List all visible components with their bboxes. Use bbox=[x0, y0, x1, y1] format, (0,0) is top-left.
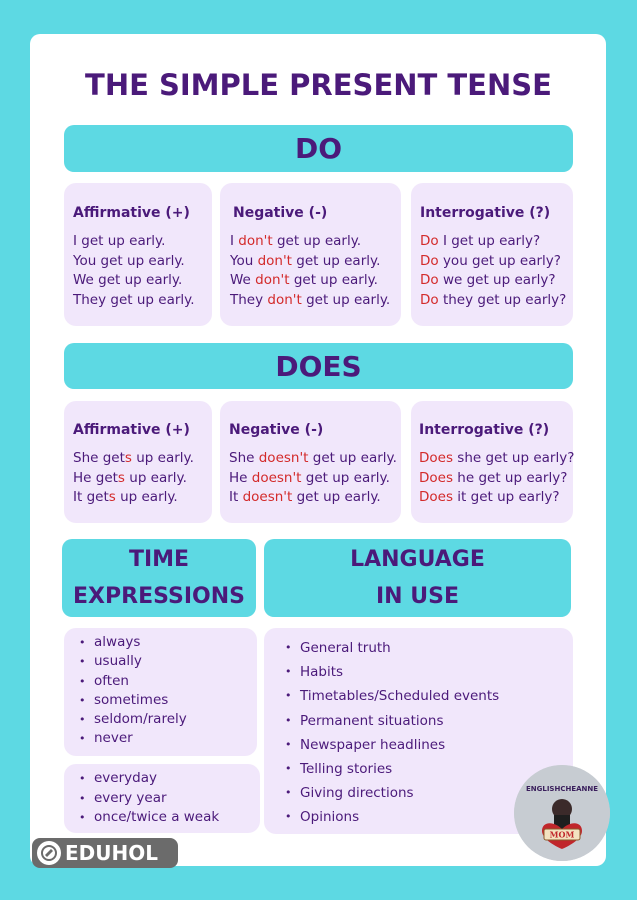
does-interrogative-head: Interrogative (?) bbox=[419, 422, 550, 438]
does-interrogative-box bbox=[411, 401, 573, 523]
list-item: • Opinions bbox=[282, 805, 573, 829]
do-negative-line bbox=[230, 291, 401, 311]
do-affirmative-head: Affirmative (+) bbox=[73, 205, 190, 221]
time-expressions-list-2 bbox=[76, 769, 260, 828]
line-text: get up early. bbox=[289, 272, 378, 288]
do-interrogative-line bbox=[420, 232, 573, 252]
list-item: • Timetables/Scheduled events bbox=[282, 684, 573, 708]
line-text: get up early. bbox=[272, 233, 362, 249]
eduhol-logo bbox=[32, 838, 178, 868]
do-negative-line bbox=[230, 271, 401, 291]
list-item: • usually bbox=[76, 652, 257, 671]
verb-highlight: s bbox=[124, 450, 132, 466]
time-expressions-box-2 bbox=[64, 764, 260, 833]
does-affirmative-line bbox=[73, 449, 212, 469]
eduhol-logo-text: EDUHOL bbox=[65, 841, 158, 865]
does-negative-box bbox=[220, 401, 401, 523]
list-item: • often bbox=[76, 672, 257, 691]
do-negative-line bbox=[230, 232, 401, 252]
seal-graphic bbox=[514, 765, 610, 861]
do-interrogative-head: Interrogative (?) bbox=[420, 205, 551, 221]
line-text: get up early. bbox=[291, 252, 381, 269]
does-affirmative-line bbox=[73, 469, 212, 489]
list-item: • Telling stories bbox=[282, 757, 573, 781]
line-text: up early. bbox=[131, 450, 194, 466]
does-interrogative-line bbox=[419, 488, 573, 508]
eduhol-logo-icon bbox=[37, 841, 61, 865]
language-in-use-line1: LANGUAGE bbox=[350, 547, 485, 572]
verb-highlight: Do bbox=[420, 272, 439, 288]
language-in-use-banner bbox=[264, 539, 571, 617]
do-interrogative-line bbox=[420, 271, 573, 291]
verb-highlight: Does bbox=[419, 489, 453, 505]
line-text: It bbox=[229, 489, 243, 505]
line-text: I bbox=[230, 233, 239, 249]
verb-highlight: s bbox=[117, 469, 125, 486]
verb-highlight: s bbox=[108, 489, 116, 505]
list-item: • every year bbox=[76, 789, 260, 809]
list-item: • never bbox=[76, 729, 257, 748]
line-text: get up early. bbox=[301, 469, 390, 486]
do-banner-label: DO bbox=[294, 132, 343, 165]
line-text: They bbox=[230, 291, 268, 308]
line-text: up early. bbox=[115, 489, 178, 505]
seal-top-text: ENGLISHCHEANNE bbox=[525, 785, 599, 793]
line-text: they get up early? bbox=[438, 291, 567, 308]
do-interrogative-line bbox=[420, 291, 573, 311]
line-text: I get up early? bbox=[438, 233, 541, 249]
list-item: • Giving directions bbox=[282, 781, 573, 805]
does-negative-head: Negative (-) bbox=[229, 422, 324, 438]
language-in-use-line2: IN USE bbox=[376, 584, 459, 609]
do-affirmative-line: They get up early. bbox=[73, 291, 195, 308]
does-affirmative-head: Affirmative (+) bbox=[73, 422, 190, 438]
verb-highlight: doesn't bbox=[242, 489, 293, 505]
line-text: get up early. bbox=[308, 450, 397, 466]
englishcheanne-mom-seal bbox=[514, 765, 610, 861]
do-negative-head: Negative (-) bbox=[233, 205, 328, 221]
page-title: THE SIMPLE PRESENT TENSE bbox=[85, 68, 552, 102]
does-banner-label: DOES bbox=[275, 349, 362, 383]
do-negative-line bbox=[230, 252, 401, 272]
line-text: He bbox=[229, 469, 252, 486]
verb-highlight: don't bbox=[255, 272, 290, 288]
does-negative-line bbox=[229, 469, 401, 489]
line-text: he get up early? bbox=[453, 469, 568, 486]
time-expressions-line2: EXPRESSIONS bbox=[73, 584, 245, 609]
does-interrogative-line bbox=[419, 449, 573, 469]
list-item: • Permanent situations bbox=[282, 709, 573, 733]
line-text: up early. bbox=[124, 469, 187, 486]
does-negative-line bbox=[229, 488, 401, 508]
time-expressions-banner bbox=[62, 539, 256, 617]
line-text: You bbox=[230, 252, 258, 269]
line-text: get up early. bbox=[292, 489, 381, 505]
line-text: He get bbox=[73, 469, 118, 486]
verb-highlight: don't bbox=[257, 252, 292, 269]
verb-highlight: doesn't bbox=[258, 450, 309, 466]
time-expressions-box-1 bbox=[64, 628, 257, 756]
line-text: She get bbox=[73, 450, 125, 466]
time-expressions-list-1 bbox=[76, 633, 257, 749]
verb-highlight: don't bbox=[267, 291, 302, 308]
line-text: get up early. bbox=[301, 291, 391, 308]
verb-highlight: doesn't bbox=[251, 469, 302, 486]
verb-highlight: Does bbox=[419, 469, 453, 486]
verb-highlight: Do bbox=[420, 291, 439, 308]
line-text: It get bbox=[73, 489, 109, 505]
time-expressions-line1: TIME bbox=[128, 547, 190, 572]
verb-highlight: Do bbox=[420, 233, 439, 249]
seal-mid-text: MOM bbox=[549, 829, 575, 840]
line-text: you get up early? bbox=[438, 252, 561, 269]
line-text: We bbox=[230, 272, 256, 288]
do-negative-box bbox=[220, 183, 401, 326]
list-item: • Newspaper headlines bbox=[282, 733, 573, 757]
verb-highlight: Does bbox=[419, 450, 453, 466]
line-text: She bbox=[229, 450, 259, 466]
do-affirmative-line: You get up early. bbox=[73, 252, 185, 269]
does-negative-line bbox=[229, 449, 401, 469]
list-item: • everyday bbox=[76, 769, 260, 789]
list-item: • General truth bbox=[282, 636, 573, 660]
line-text: she get up early? bbox=[453, 450, 575, 466]
does-interrogative-line bbox=[419, 469, 573, 489]
do-affirmative-line: We get up early. bbox=[73, 272, 183, 288]
do-interrogative-box bbox=[411, 183, 573, 326]
do-interrogative-line bbox=[420, 252, 573, 272]
do-affirmative-line: I get up early. bbox=[73, 233, 166, 249]
do-banner bbox=[64, 125, 573, 172]
list-item: • always bbox=[76, 633, 257, 652]
list-item: • seldom/rarely bbox=[76, 710, 257, 729]
list-item: • once/twice a weak bbox=[76, 808, 260, 828]
does-banner bbox=[64, 343, 573, 389]
verb-highlight: Do bbox=[420, 252, 439, 269]
line-text: we get up early? bbox=[438, 272, 556, 288]
line-text: it get up early? bbox=[453, 489, 560, 505]
do-affirmative-box bbox=[64, 183, 212, 326]
list-item: • Habits bbox=[282, 660, 573, 684]
does-affirmative-line bbox=[73, 488, 212, 508]
list-item: • sometimes bbox=[76, 691, 257, 710]
does-affirmative-box bbox=[64, 401, 212, 523]
verb-highlight: don't bbox=[238, 233, 273, 249]
